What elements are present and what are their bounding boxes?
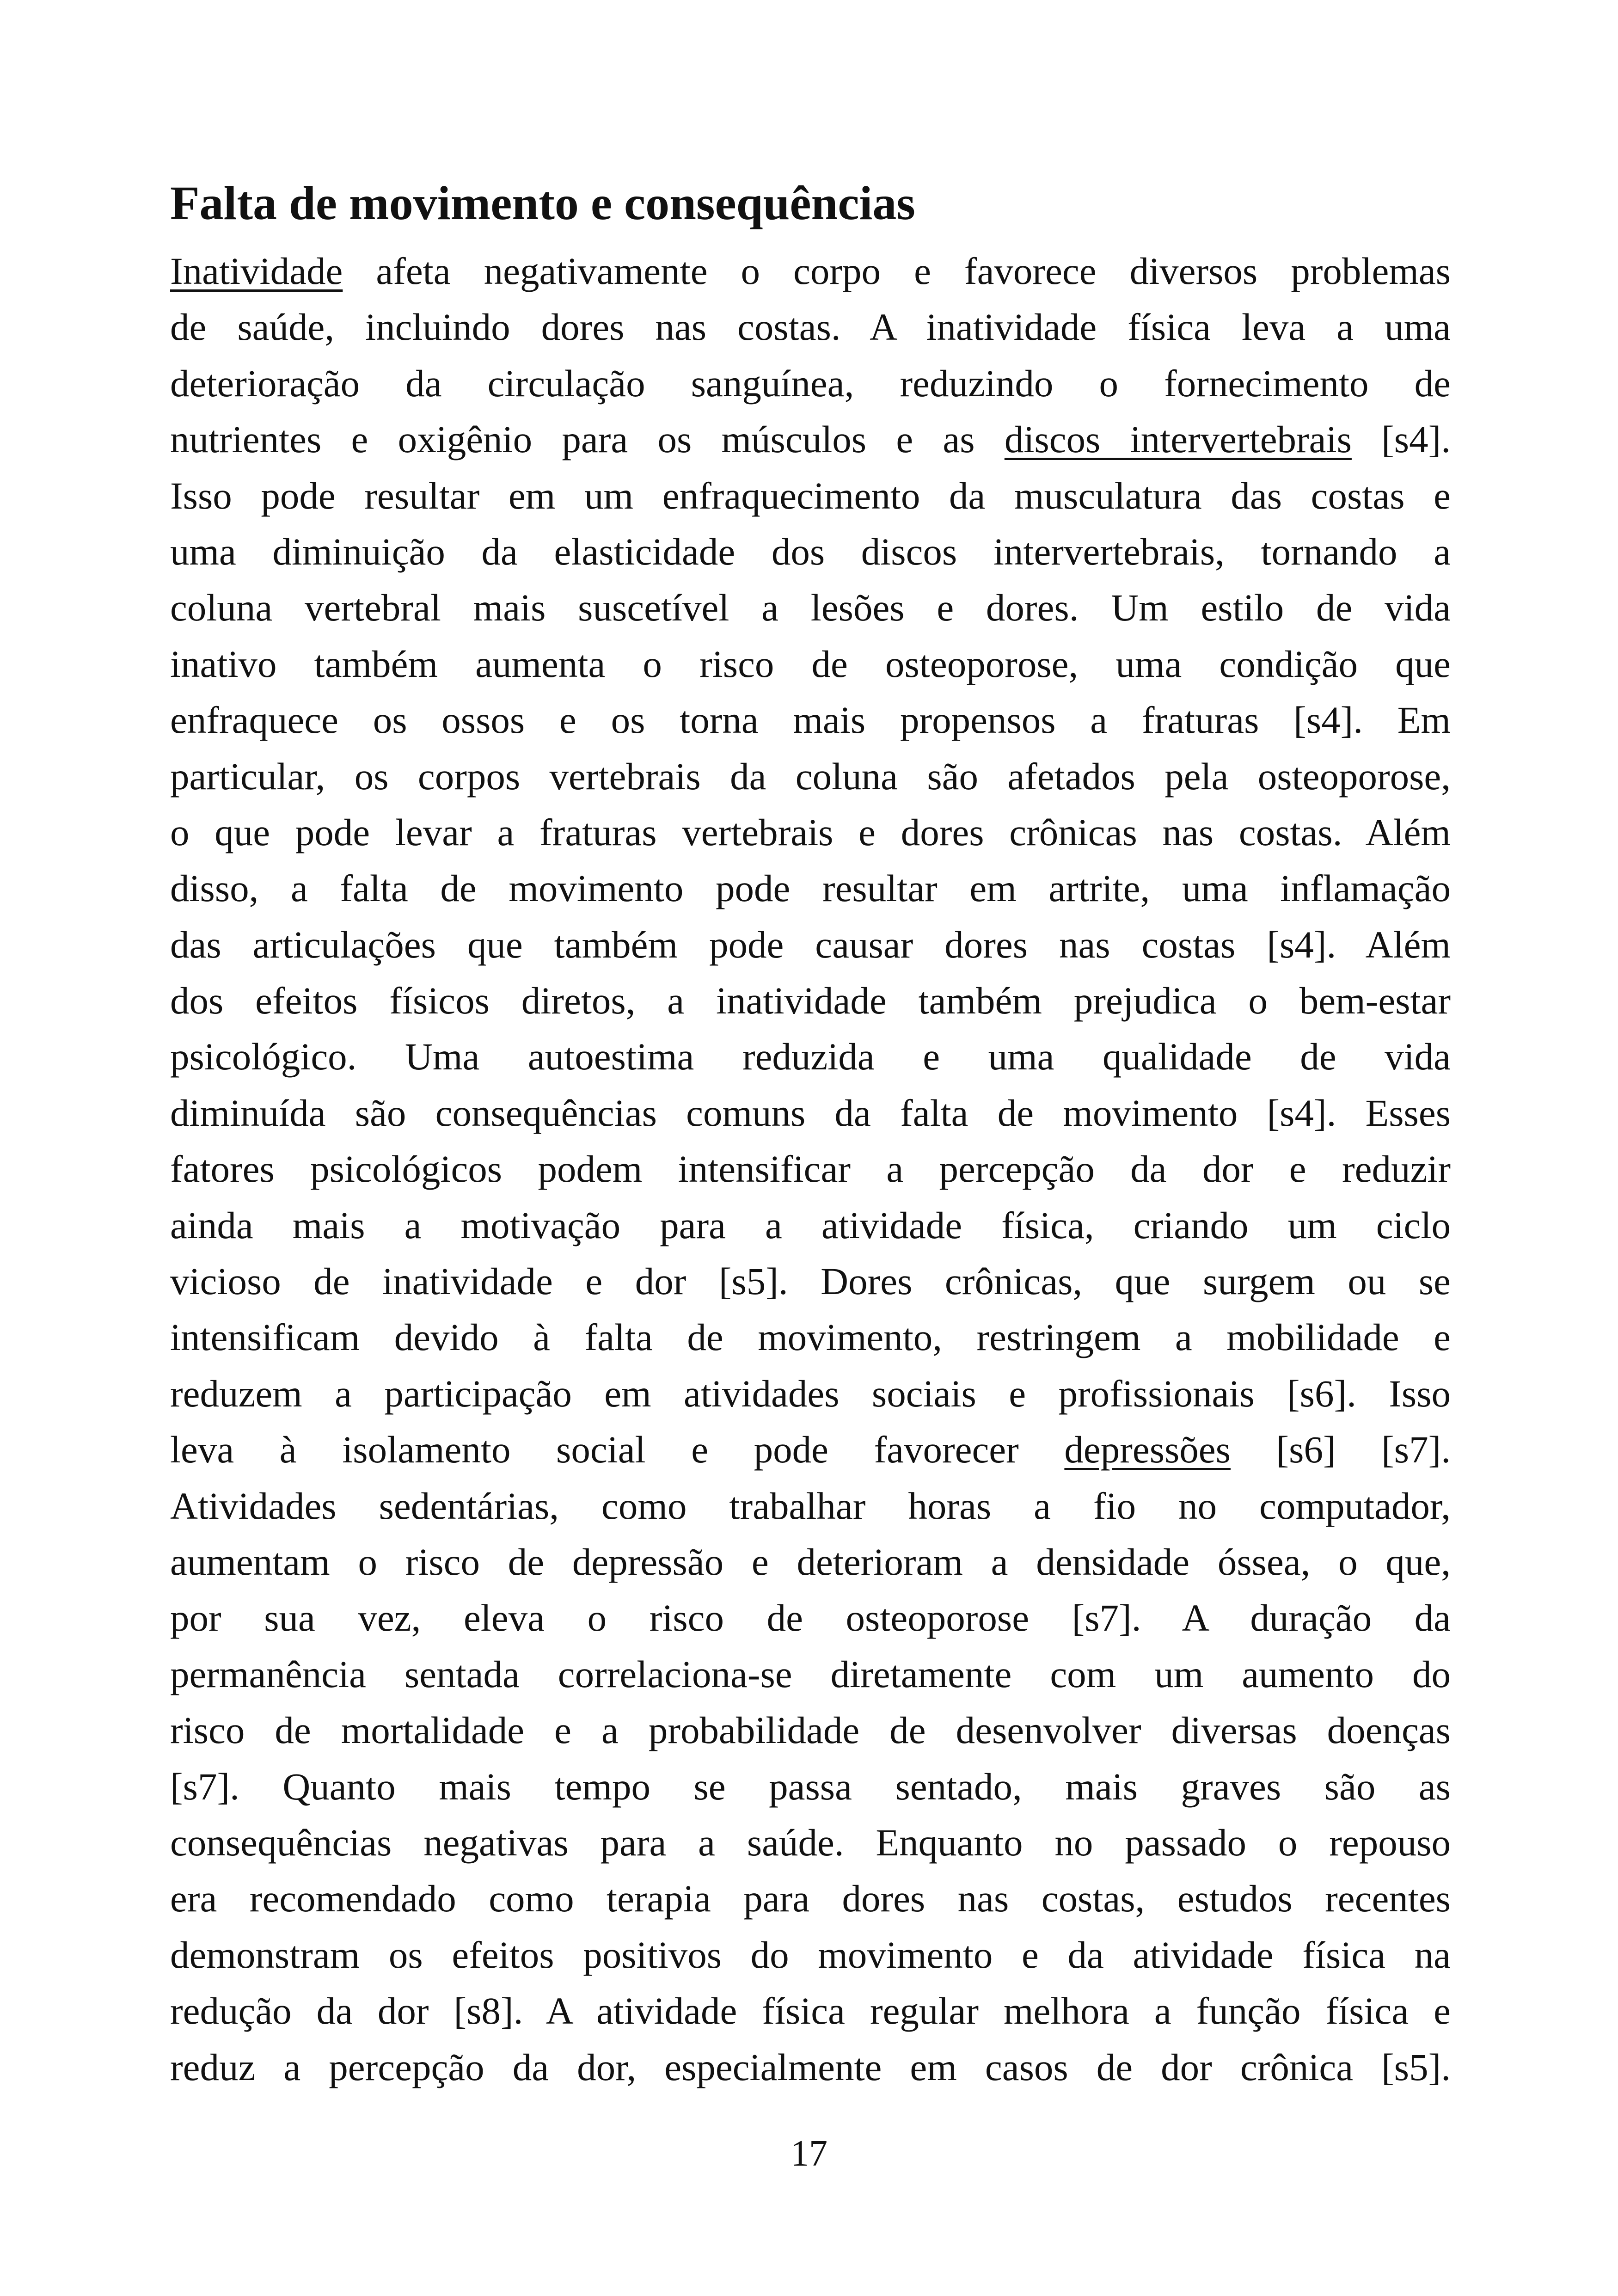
text-line [170, 1478, 1451, 1534]
text-line [170, 411, 1451, 467]
text-run: dos efeitos físicos diretos, a inatividade também prejudica o bem-estar [170, 979, 1451, 1022]
text-line [170, 1029, 1451, 1085]
text-line [170, 1309, 1451, 1365]
text-line [170, 1702, 1451, 1758]
text-line [170, 1759, 1451, 1815]
text-line [170, 1871, 1451, 1927]
text-run: leva à isolamento social e pode favorecer [170, 1428, 1065, 1471]
text-line [170, 243, 1451, 299]
text-line [170, 860, 1451, 916]
text-run: [s4]. [1351, 418, 1451, 461]
text-line [170, 917, 1451, 973]
text-line [170, 468, 1451, 524]
text-line [170, 1983, 1451, 2039]
text-run: demonstram os efeitos positivos do movimento e da atividade física na [170, 1933, 1451, 1976]
text-run: afeta negativamente o corpo e favorece diversos problemas [343, 250, 1451, 292]
text-run: ainda mais a motivação para a atividade física, criando um ciclo [170, 1203, 1451, 1246]
text-line [170, 1815, 1451, 1871]
section-heading: Falta de movimento e consequências [170, 177, 915, 230]
text-run: inativo também aumenta o risco de osteoporose, uma condição que [170, 642, 1451, 685]
text-line [170, 1590, 1451, 1646]
text-run: [s7]. Quanto mais tempo se passa sentado, mais graves são as [170, 1765, 1451, 1808]
text-run: Isso pode resultar em um enfraquecimento da musculatura das costas e [170, 474, 1451, 517]
text-run: intensificam devido à falta de movimento, restringem a mobilidade e [170, 1316, 1451, 1359]
text-run: permanência sentada correlaciona-se diretamente com um aumento do [170, 1652, 1451, 1695]
underlined-term: Inatividade [170, 250, 343, 292]
text-line [170, 973, 1451, 1029]
underlined-term: discos intervertebrais [1004, 418, 1352, 461]
text-line [170, 804, 1451, 860]
text-run: risco de mortalidade e a probabilidade de desenvolver diversas doenças [170, 1709, 1451, 1752]
text-run: deterioração da circulação sanguínea, reduzindo o fornecimento de [170, 362, 1451, 405]
text-run: [s6] [s7]. [1230, 1428, 1451, 1471]
text-run: nutrientes e oxigênio para os músculos e as [170, 418, 1005, 461]
text-run: era recomendado como terapia para dores nas costas, estudos recentes [170, 1877, 1451, 1920]
text-run: psicológico. Uma autoestima reduzida e uma qualidade de vida [170, 1035, 1451, 1078]
text-line [170, 580, 1451, 636]
text-run: diminuída são consequências comuns da falta de movimento [s4]. Esses [170, 1091, 1451, 1134]
text-line [170, 1253, 1451, 1309]
text-run: uma diminuição da elasticidade dos discos intervertebrais, tornando a [170, 530, 1451, 573]
text-run: o que pode levar a fraturas vertebrais e dores crônicas nas costas. Além [170, 810, 1451, 853]
text-run: reduz a percepção da dor, especialmente em casos de dor crônica [s5]. [170, 2045, 1451, 2088]
page-number: 17 [791, 2133, 827, 2174]
text-run: aumentam o risco de depressão e deterioram a densidade óssea, o que, [170, 1540, 1451, 1583]
text-run: reduzem a participação em atividades sociais e profissionais [s6]. Isso [170, 1372, 1451, 1415]
text-line [170, 1085, 1451, 1141]
text-line [170, 524, 1451, 580]
text-run: consequências negativas para a saúde. Enquanto no passado o repouso [170, 1821, 1451, 1864]
text-run: fatores psicológicos podem intensificar a percepção da dor e reduzir [170, 1148, 1451, 1191]
text-run: disso, a falta de movimento pode resultar em artrite, uma inflamação [170, 867, 1451, 910]
text-line [170, 1534, 1451, 1590]
text-line [170, 1422, 1451, 1478]
text-line [170, 299, 1451, 355]
underlined-term: depressões [1064, 1428, 1231, 1471]
text-run: redução da dor [s8]. A atividade física regular melhora a função física e [170, 1989, 1451, 2032]
text-run: particular, os corpos vertebrais da coluna são afetados pela osteoporose, [170, 755, 1451, 798]
text-line [170, 1646, 1451, 1702]
text-run: Atividades sedentárias, como trabalhar horas a fio no computador, [170, 1484, 1451, 1527]
text-run: das articulações que também pode causar dores nas costas [s4]. Além [170, 923, 1451, 966]
text-run: de saúde, incluindo dores nas costas. A inatividade física leva a uma [170, 306, 1451, 349]
text-line [170, 1141, 1451, 1197]
text-line [170, 1366, 1451, 1422]
text-run: coluna vertebral mais suscetível a lesões e dores. Um estilo de vida [170, 586, 1451, 629]
text-line [170, 692, 1451, 748]
text-line [170, 1197, 1451, 1253]
text-run: por sua vez, eleva o risco de osteoporose [s7]. A duração da [170, 1596, 1451, 1639]
text-run: vicioso de inatividade e dor [s5]. Dores crônicas, que surgem ou se [170, 1260, 1451, 1303]
text-line [170, 749, 1451, 804]
text-run: enfraquece os ossos e os torna mais propensos a fraturas [s4]. Em [170, 699, 1451, 742]
body-paragraph [170, 243, 1451, 2095]
text-line [170, 2039, 1451, 2095]
text-line [170, 356, 1451, 411]
text-line [170, 636, 1451, 692]
text-line [170, 1927, 1451, 1983]
